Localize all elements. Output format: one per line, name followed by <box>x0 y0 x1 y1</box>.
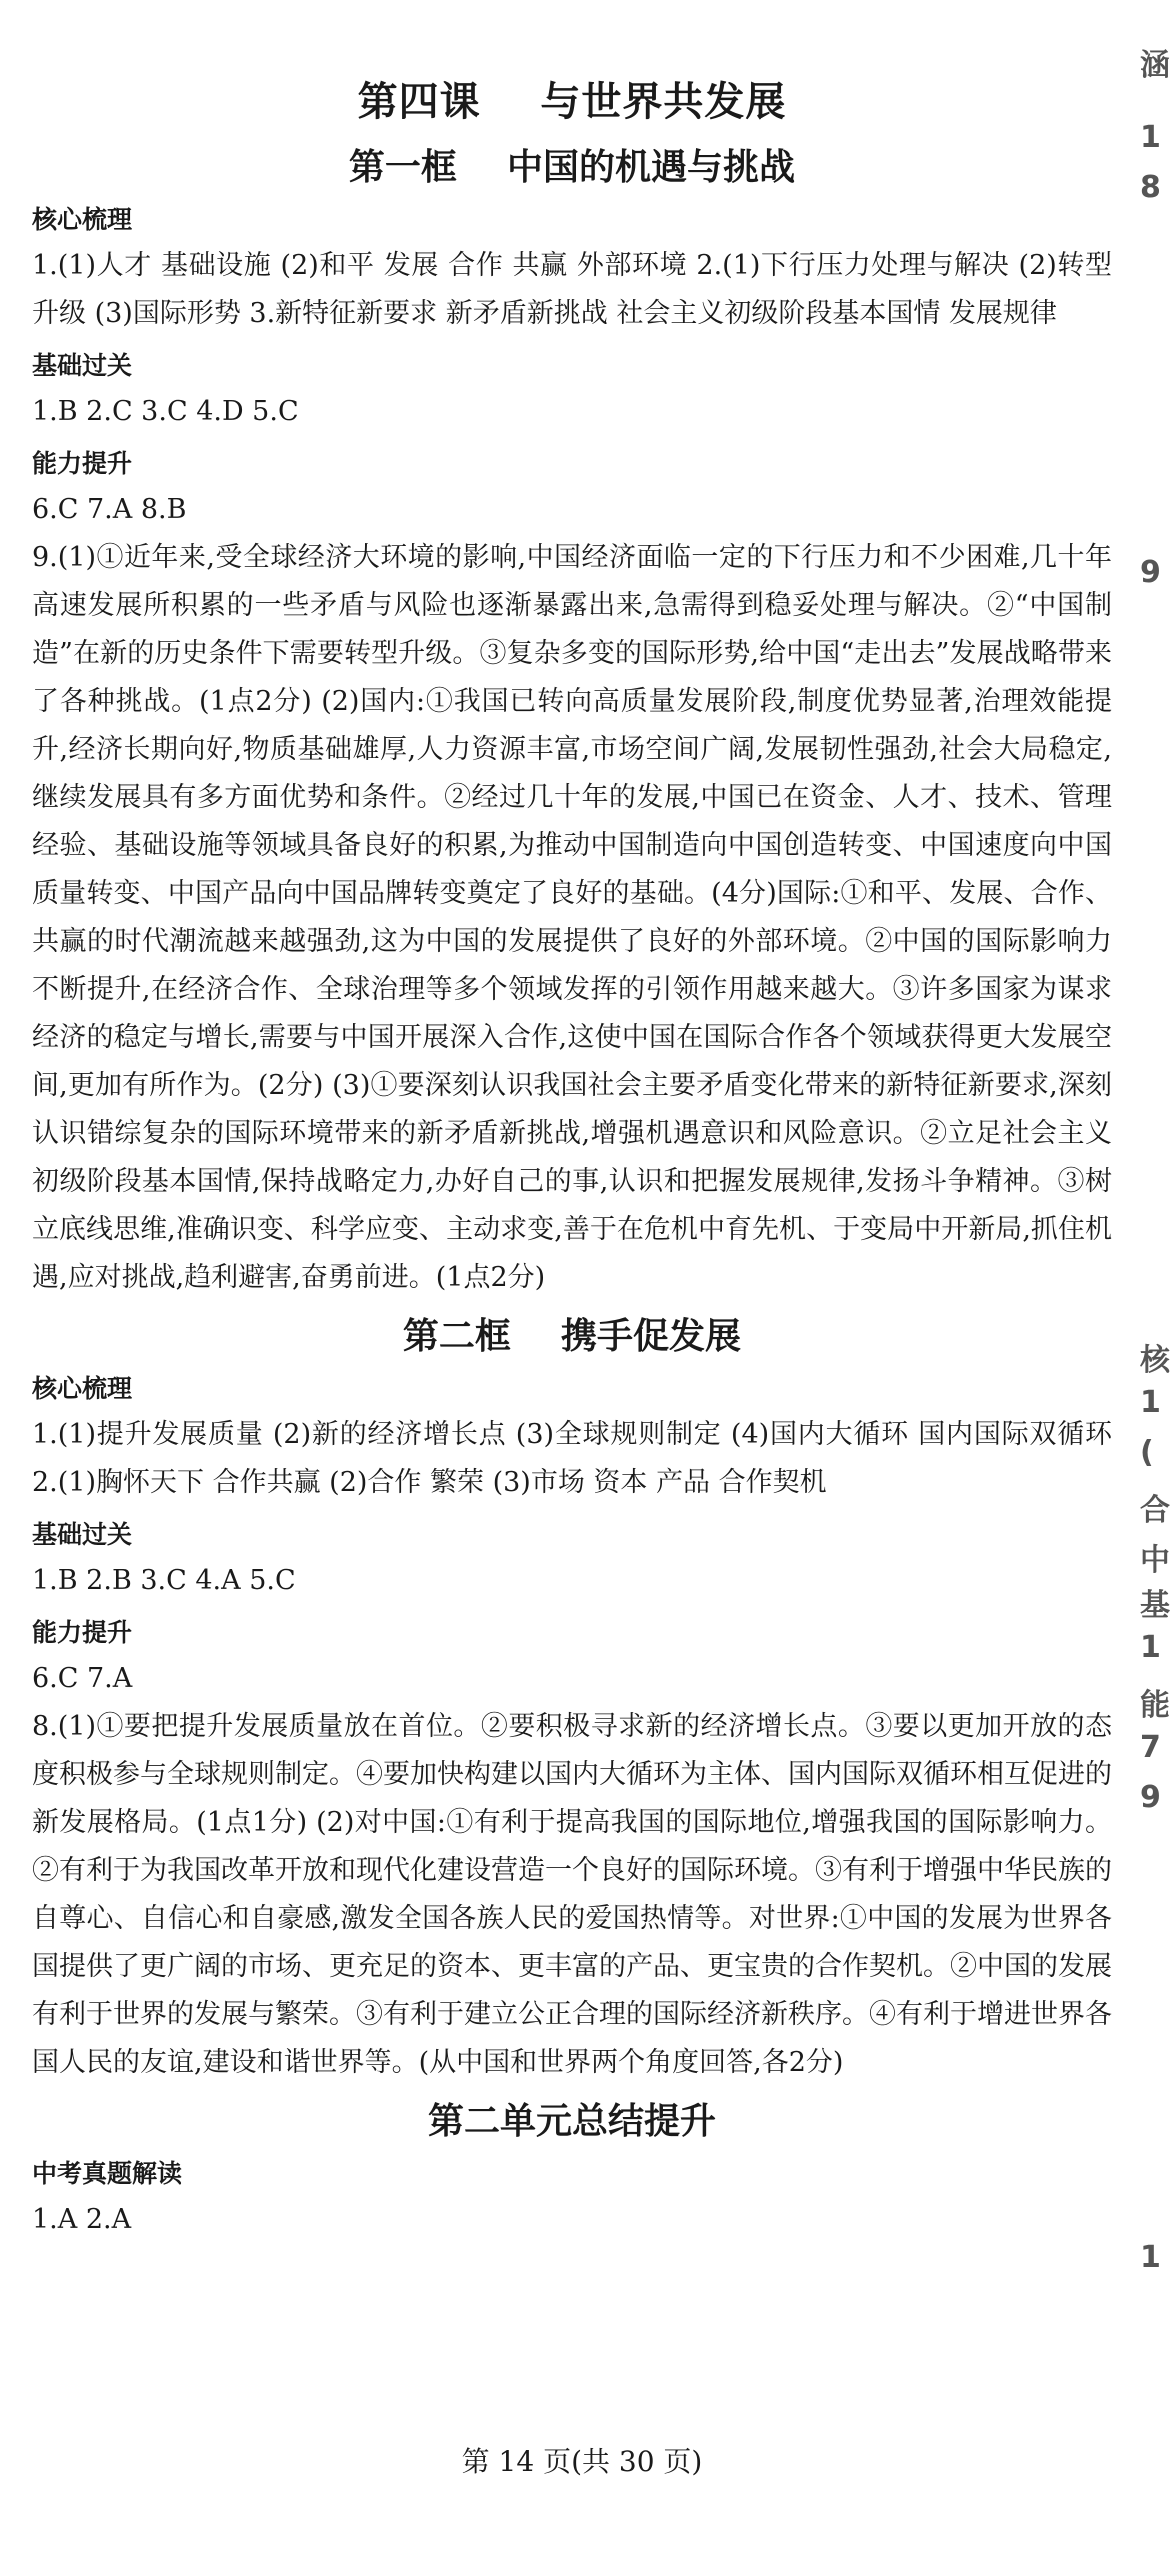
edge-char: 1 <box>1140 1630 1161 1665</box>
edge-char: 核 <box>1140 1343 1170 1378</box>
section2-q8-answer: 8.(1)①要把提升发展质量放在首位。②要积极寻求新的经济增长点。③要以更加开放的态度积极参与全球规则制定。④要加快构建以国内大循环为主体、国内国际双循环相互促进的新发展格局。(1点1分) (2)对中国:①有利于提高我国的国际地位,增强我国的国际影响力。②有利于为我国改革开放和现代化建设营造一个良好的国际环境。③有利于增强中华民族的自尊心、自信心和自豪感,激发全国各族人民的爱国热情等。对世界:①中国的发展为世界各国提供了更广阔的市场、更充足的资本、更丰富的产品、更宝贵的合作契机。②中国的发展有利于世界的发展与繁荣。③有利于建立公正合理的国际经济新秩序。④有利于增进世界各国人民的友谊,建设和谐世界等。(从中国和世界两个角度回答,各2分) <box>32 1711 1112 2078</box>
section2-ability-label: 能力提升 <box>32 1618 133 1647</box>
edge-char: 中 <box>1140 1543 1170 1578</box>
section1-basic-answers: 1.B 2.C 3.C 4.D 5.C <box>32 396 299 427</box>
edge-char: 9 <box>1140 1780 1161 1815</box>
section2-basic-answers: 1.B 2.B 3.C 4.A 5.C <box>32 1565 296 1596</box>
lesson-title: 第四课 与世界共发展 <box>357 79 787 125</box>
unit-summary-title: 第二单元总结提升 <box>427 2101 716 2142</box>
edge-char: 1 <box>1140 120 1161 155</box>
exam-answers: 1.A 2.A <box>32 2204 132 2235</box>
edge-char: 1 <box>1140 2240 1161 2275</box>
section2-core-label: 核心梳理 <box>32 1374 133 1403</box>
section2-title: 第二框 携手促发展 <box>402 1316 742 1357</box>
edge-char: 9 <box>1140 555 1161 590</box>
page-number: 第 14 页(共 30 页) <box>461 2445 703 2478</box>
section1-q9-answer: 9.(1)①近年来,受全球经济大环境的影响,中国经济面临一定的下行压力和不少困难,几十年高速发展所积累的一些矛盾与风险也逐渐暴露出来,急需得到稳妥处理与解决。②“中国制造”在新的历史条件下需要转型升级。③复杂多变的国际形势,给中国“走出去”发展战略带来了各种挑战。(1点2分) (2)国内:①我国已转向高质量发展阶段,制度优势显著,治理效能提升,经济长期向好,物质基础雄厚,人力资源丰富,市场空间广阔,发展韧性强劲,社会大局稳定,继续发展具有多方面优势和条件。②经过几十年的发展,中国已在资金、人才、技术、管理经验、基础设施等领域具备良好的积累,为推动中国制造向中国创造转变、中国速度向中国质量转变、中国产品向中国品牌转变奠定了良好的基础。(4分)国际:①和平、发展、合作、共赢的时代潮流越来越强劲,这为中国的发展提供了良好的外部环境。②中国的国际影响力不断提升,在经济合作、全球治理等多个领域发挥的引领作用越来越大。③许多国家为谋求经济的稳定与增长,需要与中国开展深入合作,这使中国在国际合作各个领域获得更大发展空间,更加有所作为。(2分) (3)①要深刻认识我国社会主要矛盾变化带来的新特征新要求,深刻认识错综复杂的国际环境带来的新矛盾新挑战,增强机遇意识和风险意识。②立足社会主义初级阶段基本国情,保持战略定力,办好自己的事,认识和把握发展规律,发扬斗争精神。③树立底线思维,准确识变、科学应变、主动求变,善于在危机中育先机、于变局中开新局,抓住机遇,应对挑战,趋利避害,奋勇前进。(1点2分) <box>32 542 1112 1293</box>
section2-core-text: 1.(1)提升发展质量 (2)新的经济增长点 (3)全球规则制定 (4)国内大循环 国内国际双循环 2.(1)胸怀天下 合作共赢 (2)合作 繁荣 (3)市场 资本 产品 合作契机 <box>32 1419 1112 1498</box>
edge-char: 8 <box>1140 170 1161 205</box>
main-content <box>32 70 1112 2244</box>
section2-basic-label: 基础过关 <box>32 1520 133 1549</box>
edge-char: 7 <box>1140 1730 1161 1765</box>
section1-basic-label: 基础过关 <box>32 351 133 380</box>
section1-ability-label: 能力提升 <box>32 449 133 478</box>
edge-char: 能 <box>1140 1688 1170 1723</box>
section1-title: 第一框 中国的机遇与挑战 <box>348 147 796 188</box>
exam-label: 中考真题解读 <box>32 2159 183 2188</box>
section1-core-text: 1.(1)人才 基础设施 (2)和平 发展 合作 共赢 外部环境 2.(1)下行压力处理与解决 (2)转型升级 (3)国际形势 3.新特征新要求 新矛盾新挑战 社会主义初级阶段基本国情 发展规律 <box>32 250 1112 329</box>
edge-char: 涵 <box>1140 48 1170 83</box>
edge-char: 基 <box>1140 1588 1170 1623</box>
edge-char: 1 <box>1140 1385 1161 1420</box>
edge-char: 合 <box>1140 1493 1170 1528</box>
section1-ability-answers: 6.C 7.A 8.B <box>32 494 187 525</box>
section1-core-label: 核心梳理 <box>32 205 133 234</box>
edge-char: ( <box>1140 1435 1154 1470</box>
right-edge-fragments <box>1134 0 1170 2568</box>
section2-ability-answers: 6.C 7.A <box>32 1663 133 1694</box>
